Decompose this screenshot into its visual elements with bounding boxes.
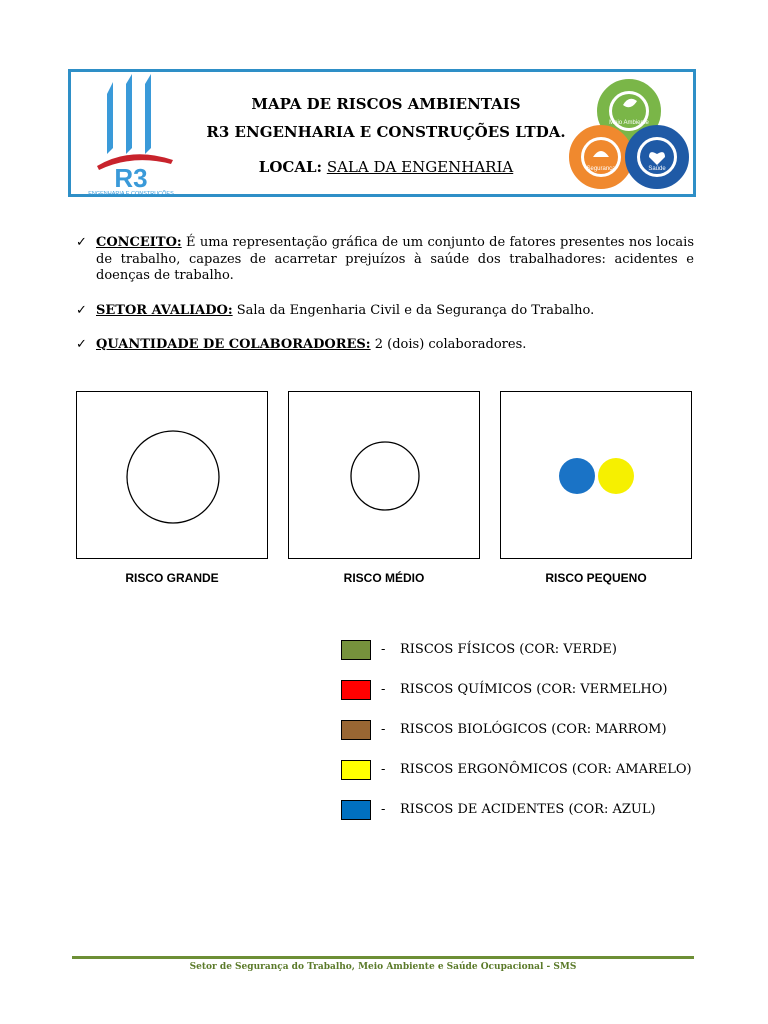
footer-divider [72, 956, 694, 959]
bullet-text: Sala da Engenharia Civil e da Segurança do Trabalho. [232, 302, 595, 318]
checkmark-icon: ✓ [76, 337, 87, 352]
logo-label-seguranca: Segurança [586, 166, 616, 172]
footer-text: Setor de Segurança do Trabalho, Meio Ambiente e Saúde Ocupacional - SMS [189, 962, 577, 972]
logo-label-meio-ambiente: Meio Ambiente [609, 120, 649, 126]
sms-logo [565, 77, 693, 191]
legend-item [341, 720, 701, 742]
legend-text: RISCOS DE ACIDENTES (COR: AZUL) [400, 802, 656, 817]
local-label: LOCAL: [258, 158, 323, 176]
legend-swatch [341, 720, 371, 740]
medium-circle [351, 442, 419, 510]
local-line [181, 158, 591, 176]
bullet-text: 2 (dois) colaboradores. [370, 337, 527, 352]
legend-dash: - [381, 802, 386, 817]
legend-swatch [341, 800, 371, 820]
risk-label-small: RISCO PEQUENO [545, 571, 647, 585]
legend-item [341, 640, 701, 662]
checkmark-icon: ✓ [76, 235, 87, 250]
bullet-label: CONCEITO: [96, 235, 182, 250]
legend-dash: - [381, 762, 386, 777]
legend-item [341, 800, 701, 822]
small-circle-yellow [598, 458, 634, 494]
logo-caption: ENGENHARIA E CONSTRUÇÕES [88, 191, 174, 196]
r3-logo [83, 74, 179, 196]
local-value: SALA DA ENGENHARIA [326, 158, 514, 176]
legend-text: RISCOS QUÍMICOS (COR: VERMELHO) [400, 682, 668, 697]
risk-label-medium: RISCO MÉDIO [343, 571, 425, 585]
legend-dash: - [381, 722, 386, 737]
large-circle [127, 431, 219, 523]
legend-dash: - [381, 682, 386, 697]
page-title: MAPA DE RISCOS AMBIENTAIS [251, 95, 521, 113]
logo-label-saude: Saúde [648, 166, 666, 172]
risk-label-large: RISCO GRANDE [125, 571, 219, 585]
legend-swatch [341, 640, 371, 660]
legend-swatch [341, 680, 371, 700]
legend-item [341, 680, 701, 702]
legend-dash: - [381, 642, 386, 657]
legend-item [341, 760, 701, 782]
list-item-setor [76, 303, 694, 320]
legend-text: RISCOS ERGONÔMICOS (COR: AMARELO) [400, 762, 692, 777]
document-header [68, 69, 696, 197]
legend-text: RISCOS FÍSICOS (COR: VERDE) [400, 642, 617, 657]
bullet-text: É uma representação gráfica de um conjunto de fatores presentes nos locais de trabalho, capazes de acarretar prejuízos à saúde dos trabalhadores: acidentes e doenças de trabalho. [96, 235, 694, 283]
legend-swatch [341, 760, 371, 780]
list-item-conceito [76, 235, 694, 285]
list-item-quantidade [76, 337, 694, 354]
small-circle-blue [559, 458, 595, 494]
risk-box-large [76, 391, 268, 559]
legend-text: RISCOS BIOLÓGICOS (COR: MARROM) [400, 722, 667, 737]
info-list [76, 235, 694, 372]
checkmark-icon: ✓ [76, 302, 87, 318]
risk-box-small [500, 391, 692, 559]
bullet-label: SETOR AVALIADO: [96, 302, 233, 318]
risk-box-medium [288, 391, 480, 559]
company-name: R3 ENGENHARIA E CONSTRUÇÕES LTDA. [206, 123, 566, 141]
logo-mark: R3 [114, 163, 148, 193]
bullet-label: QUANTIDADE DE COLABORADORES: [96, 337, 371, 352]
